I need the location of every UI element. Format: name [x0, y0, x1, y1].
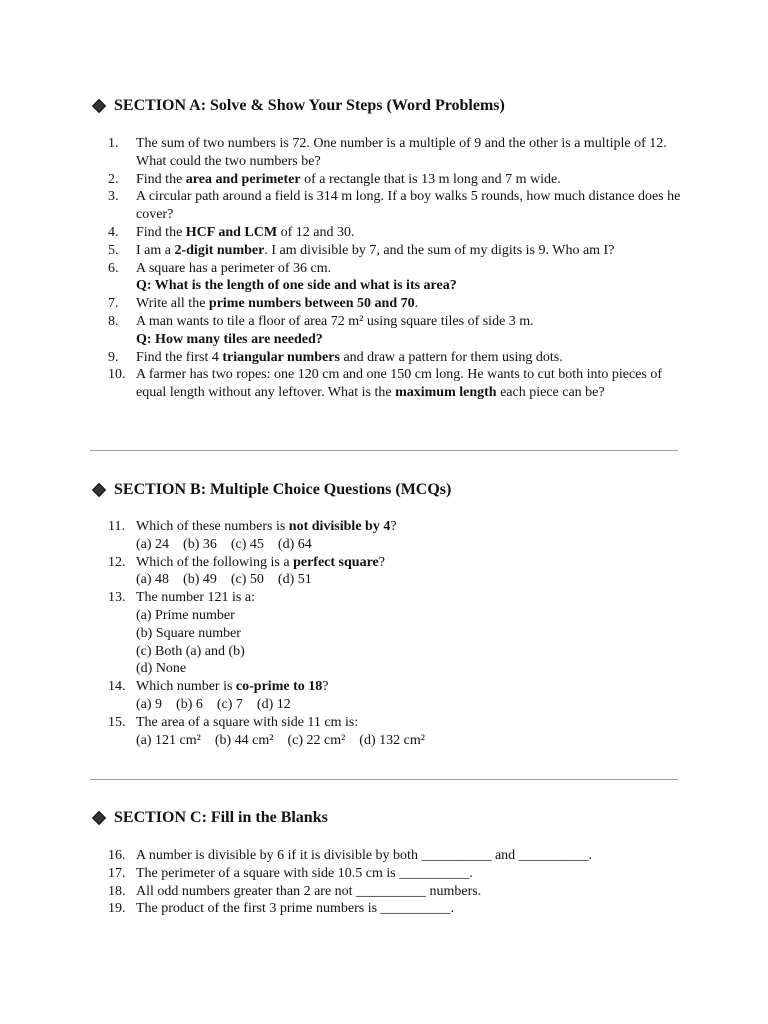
question-number: 16. — [108, 848, 126, 863]
question-item — [108, 349, 688, 367]
text-segment: A number is divisible by 6 if it is divisible by both __________ and __________. — [136, 848, 593, 863]
text-segment: The sum of two numbers is 72. One number is a multiple of 9 and the other is a multiple of 12. What could the two numbers be? — [136, 136, 667, 169]
question-text — [136, 518, 688, 554]
text-segment: Which number is — [136, 679, 236, 695]
question-text — [136, 313, 688, 349]
emphasis-text: co-prime to 18 — [235, 679, 323, 695]
text-segment: The number 121 is a: — [136, 590, 255, 606]
question-number: 3. — [108, 189, 119, 205]
question-number: 17. — [108, 865, 126, 881]
diamond-icon — [92, 811, 106, 825]
answer-options: (a) Prime number — [136, 607, 235, 623]
question-text — [136, 188, 688, 224]
text-segment: of 12 and 30. — [277, 224, 355, 240]
question-text — [136, 900, 688, 918]
text-segment: . I am divisible by 7, and the sum of my digits is 9. Who am I? — [264, 242, 615, 258]
question-item — [108, 135, 688, 171]
question-text — [136, 366, 688, 402]
question-item — [108, 313, 688, 349]
text-segment: ? — [390, 519, 397, 534]
question-item — [108, 714, 688, 750]
text-segment: of a rectangle that is 13 m long and 7 m wide. — [300, 171, 561, 187]
section-a-heading — [92, 96, 505, 116]
question-text — [136, 714, 688, 750]
question-item — [108, 224, 688, 242]
emphasis-text: prime numbers between 50 and 70 — [208, 296, 415, 312]
question-item — [108, 242, 688, 260]
question-item — [108, 865, 688, 883]
text-segment: . — [414, 296, 419, 312]
question-number: 7. — [108, 296, 119, 312]
question-text — [136, 135, 688, 171]
question-number: 8. — [108, 313, 119, 329]
text-segment: Find the — [136, 171, 186, 187]
divider — [90, 779, 678, 780]
question-item — [108, 171, 688, 189]
text-segment: The perimeter of a square with side 10.5 cm is __________. — [136, 865, 473, 881]
text-segment: Which of the following is a — [136, 554, 294, 570]
section-c-heading — [92, 808, 328, 828]
question-text — [136, 847, 688, 865]
section-b-title: SECTION B: Multiple Choice Questions (MCQs) — [114, 481, 452, 498]
question-text — [136, 224, 688, 242]
emphasis-text: area and perimeter — [185, 171, 301, 187]
answer-options: (a) 9 (b) 6 (c) 7 (d) 12 — [136, 696, 291, 712]
question-item — [108, 589, 688, 678]
question-number: 5. — [108, 242, 119, 258]
question-number: 11. — [108, 519, 125, 534]
answer-options: (a) 121 cm² (b) 44 cm² (c) 22 cm² (d) 132 cm² — [136, 732, 425, 748]
section-c-title: SECTION C: Fill in the Blanks — [114, 809, 328, 826]
question-text — [136, 554, 688, 590]
text-segment: ? — [322, 679, 329, 695]
section-b-heading — [92, 480, 451, 500]
text-segment: I am a — [136, 242, 175, 258]
sub-question: Q: What is the length of one side and what is its area? — [136, 278, 457, 294]
question-number: 12. — [108, 554, 126, 570]
section-a-questions — [108, 135, 688, 402]
text-segment: All odd numbers greater than 2 are not __________ numbers. — [136, 883, 482, 899]
text-segment: A square has a perimeter of 36 cm. — [136, 260, 332, 276]
question-text — [136, 349, 688, 367]
section-a-title: SECTION A: Solve & Show Your Steps (Word Problems) — [114, 97, 505, 114]
question-number: 13. — [108, 590, 126, 606]
question-number: 1. — [108, 136, 119, 151]
question-text — [136, 295, 688, 313]
text-segment: Find the first 4 — [136, 349, 223, 365]
question-text — [136, 260, 688, 296]
text-segment: Find the — [136, 224, 186, 240]
question-item — [108, 366, 688, 402]
question-text — [136, 883, 688, 901]
question-text — [136, 171, 688, 189]
emphasis-text: triangular numbers — [222, 349, 340, 365]
question-item — [108, 260, 688, 296]
divider — [90, 450, 678, 451]
question-number: 4. — [108, 224, 119, 240]
question-number: 14. — [108, 679, 126, 695]
emphasis-text: not divisible by 4 — [288, 519, 391, 534]
question-number: 19. — [108, 901, 126, 917]
emphasis-text: HCF and LCM — [185, 224, 278, 240]
section-b-questions — [108, 518, 688, 749]
answer-options: (a) 48 (b) 49 (c) 50 (d) 51 — [136, 572, 312, 588]
text-segment: ? — [378, 554, 385, 570]
text-segment: Which of these numbers is — [136, 519, 289, 534]
section-c-questions — [108, 847, 688, 918]
text-segment: A farmer has two ropes: one 120 cm and one 150 cm long. He wants to cut both into pieces of equal length without any leftover. What is the — [136, 367, 663, 401]
answer-options: (a) 24 (b) 36 (c) 45 (d) 64 — [136, 536, 312, 552]
question-number: 2. — [108, 171, 119, 187]
text-segment: The area of a square with side 11 cm is: — [136, 714, 359, 730]
question-item — [108, 678, 688, 714]
answer-options: (b) Square number — [136, 625, 241, 641]
emphasis-text: perfect square — [293, 554, 379, 570]
text-segment: Write all the — [136, 296, 209, 312]
text-segment: each piece can be? — [496, 385, 605, 401]
emphasis-text: 2-digit number — [174, 242, 265, 258]
question-text — [136, 678, 688, 714]
question-text — [136, 589, 688, 678]
question-number: 10. — [108, 367, 126, 383]
question-text — [136, 865, 688, 883]
question-number: 15. — [108, 714, 126, 730]
question-text — [136, 242, 688, 260]
question-number: 9. — [108, 349, 119, 365]
sub-question: Q: How many tiles are needed? — [136, 331, 323, 347]
diamond-icon — [92, 99, 106, 113]
question-item — [108, 188, 688, 224]
answer-options: (d) None — [136, 661, 187, 677]
text-segment: and draw a pattern for them using dots. — [339, 349, 563, 365]
question-item — [108, 847, 688, 865]
answer-options: (c) Both (a) and (b) — [136, 643, 245, 659]
question-item — [108, 295, 688, 313]
question-item — [108, 518, 688, 554]
question-number: 18. — [108, 883, 126, 899]
question-number: 6. — [108, 260, 119, 276]
question-item — [108, 883, 688, 901]
emphasis-text: maximum length — [395, 385, 497, 401]
diamond-icon — [92, 483, 106, 497]
question-item — [108, 900, 688, 918]
text-segment: The product of the first 3 prime numbers is __________. — [136, 901, 455, 917]
question-item — [108, 554, 688, 590]
text-segment: A man wants to tile a floor of area 72 m² using square tiles of side 3 m. — [136, 313, 534, 329]
text-segment: A circular path around a field is 314 m long. If a boy walks 5 rounds, how much distance does he cover? — [136, 189, 681, 223]
